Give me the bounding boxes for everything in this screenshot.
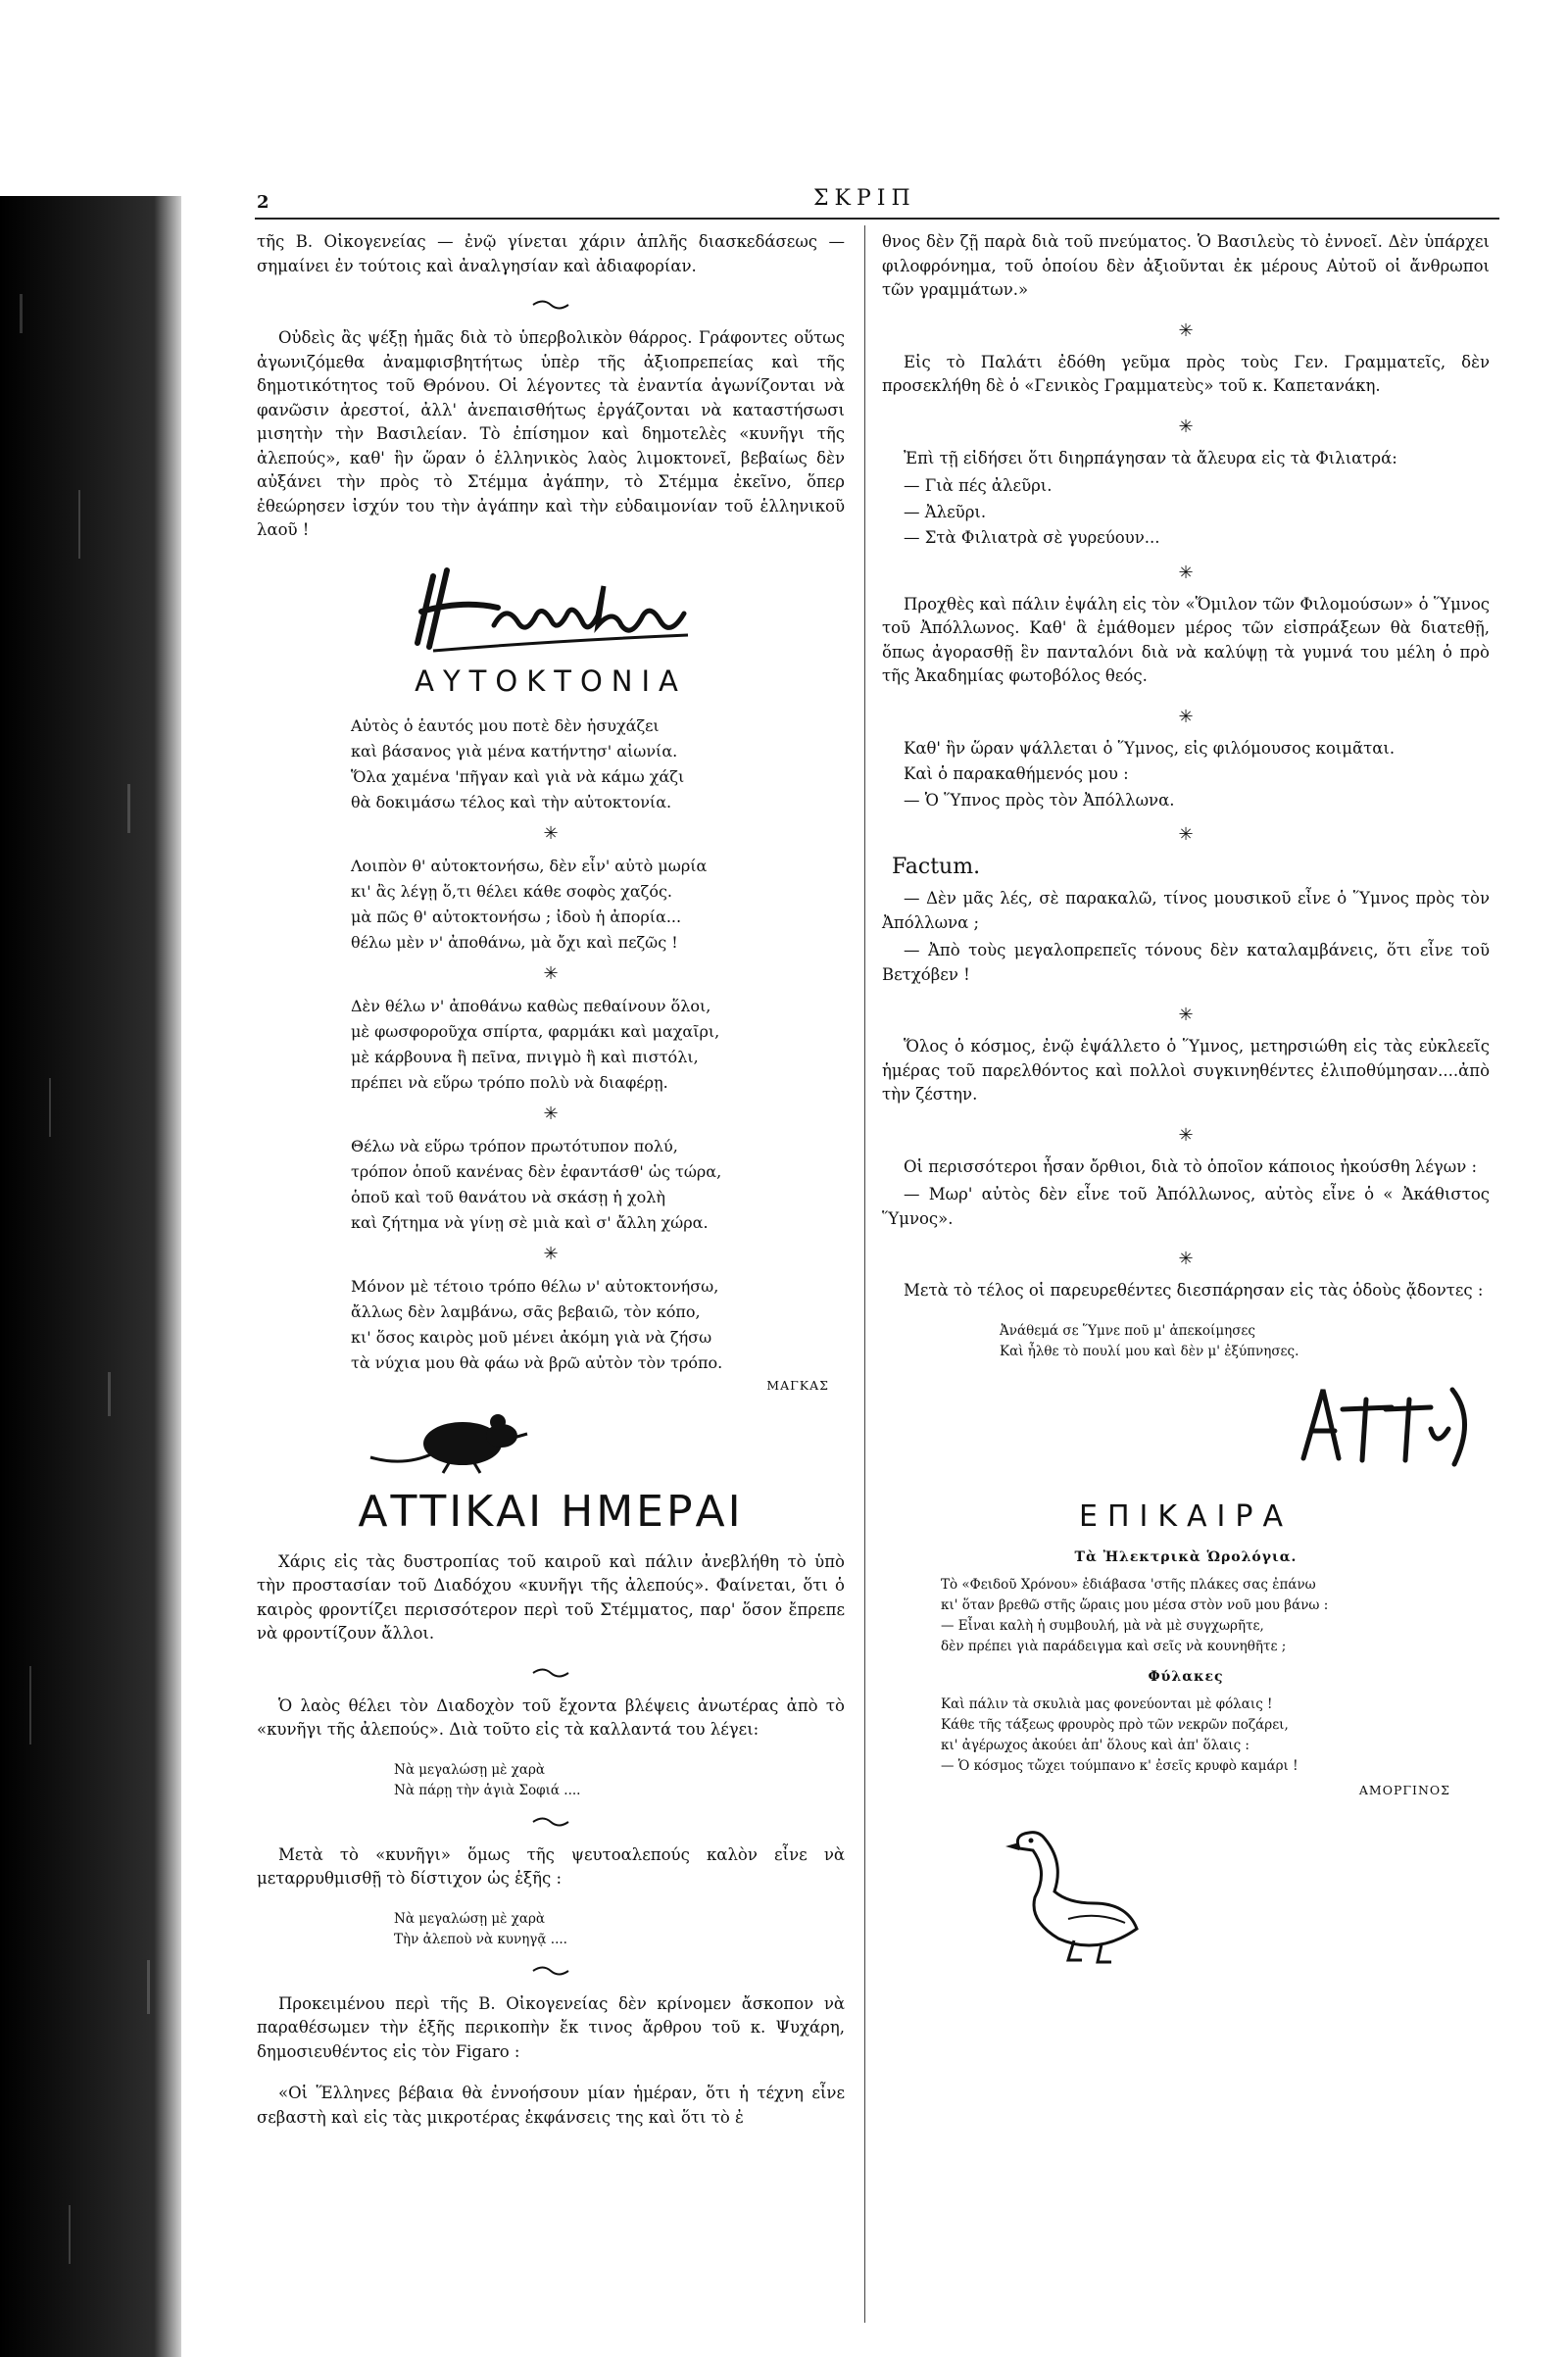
attikai-paragraph-4: Προκειμένου περὶ τῆς Β. Οἰκογενείας δὲν κρίνομεν ἄσκοπον νὰ παραθέσωμεν τὴν ἑξῆς περικοπὴν ἔκ τινος ἄρθρου τοῦ κ. Ψυχάρη, δημοσιευθέντος εἰς τὸν Figaro : [257, 1993, 845, 2061]
poem-line: πρέπει νὰ εὕρω τρόπο πολὺ νὰ διαφέρῃ. [351, 1072, 668, 1092]
poem-line: θέλω μὲν ν' ἀποθάνω, μὰ ὄχι καὶ πεζῶς ! [351, 932, 678, 952]
parakathimenos-line: Καὶ ὁ παρακαθήμενός μου : [904, 764, 1129, 783]
separator-ornament [257, 296, 845, 317]
hymn-paragraph: Προχθὲς καὶ πάλιν ἐψάλη εἰς τὸν «Ὅμιλον τῶν Φιλομούσων» ὁ Ὕμνος τοῦ Ἀπόλλωνος. Καθ' ἃ ἐμάθομεν μέρος τῶν εἰσπράξεων θὰ διατεθῇ, ὅπως ἀγορασθῇ ἓν πανταλόνι διὰ νὰ καλύψῃ τὰ γυμνά του μέλη ὁ πρὸ τῆς Ἀκαδημίας φωτοβόλος θεός. [882, 594, 1490, 685]
poem-separator: ✳ [543, 1243, 559, 1264]
verse-line: δὲν πρέπει γιὰ παράδειγμα καὶ σεῖς νὰ κουνηθῆτε ; [941, 1638, 1287, 1654]
autoktonia-title: ΑΥΤΟΚΤΟΝΙΑ [415, 663, 687, 698]
right-column [882, 230, 1490, 1980]
poem-stanza [351, 854, 845, 956]
header-rule [255, 218, 1499, 220]
attikai-paragraph-5: «Οἱ Ἕλληνες βέβαια θὰ ἐννοήσουν μίαν ἡμέραν, ὅτι ἡ τέχνη εἶνε σεβαστὴ καὶ εἰς τὰς μικροτέρας ἐκφάνσεις της καὶ ὅτι τὸ ἐ [257, 2084, 845, 2127]
poem-line: Θέλω νὰ εὕρω τρόπον πρωτότυπον πολύ, [351, 1136, 678, 1155]
poem-separator: ✳ [543, 1103, 559, 1124]
poem-separator: ✳ [543, 822, 559, 844]
akathistos-quote: — Μωρ' αὐτὸς δὲν εἶνε τοῦ Ἀπόλλωνος, αὐτὸς εἶνε ὁ « Ἀκάθιστος Ὕμνος». [882, 1185, 1490, 1228]
factum-heading: Factum. [892, 855, 981, 879]
epikaira-author: ΑΜΟΡΓΙΝΟΣ [1358, 1782, 1450, 1797]
intro-paragraph-right: θνος δὲν ζῇ παρὰ διὰ τοῦ πνεύματος. Ὁ Βασιλεὺς τὸ ἐννοεῖ. Δὲν ὑπάρχει φιλοφρόνημα, τοῦ ὁποίου δὲν ἀξιοῦνται ἐκ μέρους Αὐτοῦ οἱ ἄνθρωποι τῶν γραμμάτων.» [882, 232, 1490, 299]
attikos-signature-drawing [1284, 1370, 1480, 1478]
couplet-1 [394, 1760, 845, 1801]
poem-line: Ὅλα χαμένα 'πῆγαν καὶ γιὰ νὰ κάμω χάζι [351, 766, 685, 786]
attikai-paragraph-3: Μετὰ τὸ «κυνῆγι» ὅμως τῆς ψευτοαλεπούς καλὸν εἶνε νὰ μεταρρυθμισθῇ τὸ δίστιχον ὡς ἑξῆς : [257, 1844, 845, 1888]
verse-line: Τὸ «Φειδοῦ Χρόνου» ἐδιάβασα 'στῆς πλάκες σας ἐπάνω [941, 1576, 1316, 1593]
script-signature [257, 557, 845, 659]
couplet-line: Τὴν ἀλεποὺ νὰ κυνηγᾷ .... [394, 1931, 567, 1947]
separator-star: ✳ [1178, 824, 1194, 845]
mouse-icon [365, 1399, 531, 1477]
dialogue-line: — Ἀπὸ τοὺς μεγαλοπρεπεῖς τόνους δὲν καταλαμβάνεις, ὅτι εἶνε τοῦ Βετχόβεν ! [882, 941, 1490, 984]
poem-stanza [351, 1274, 845, 1376]
poem-line: τὰ νύχια μου θὰ φάω νὰ βρῶ αὐτὸν τὸν τρόπο. [351, 1352, 723, 1372]
poem-author: ΜΑΓΚΑΣ [766, 1377, 829, 1393]
poem-line: τρόπον ὁποῦ κανένας δὲν ἐφαντάσθ' ὡς τώρα, [351, 1161, 722, 1181]
intro-paragraph: τῆς Β. Οἰκογενείας — ἐνῷ γίνεται χάριν ἁπλῆς διασκεδάσεως — σημαίνει ἐν τούτοις καὶ ἀναλγησίαν καὶ ἀδιαφορίαν. [257, 232, 845, 275]
verse-line: — Εἶναι καλὴ ἡ συμβουλή, μὰ νὰ μὲ συγχωρῆτε, [941, 1617, 1264, 1634]
poem-line: ἄλλως δὲν λαμβάνω, σᾶς βεβαιῶ, τὸν κόπο, [351, 1301, 701, 1321]
goose-illustration [882, 1813, 1490, 1980]
attikai-paragraph-2: Ὁ λαὸς θέλει τὸν Διαδοχὸν τοῦ ἔχοντα βλέψεις ἀνωτέρας ἀπὸ τὸ «κυνῆγι τῆς ἀλεπούς». Διὰ τοῦτο εἰς τὰ καλλαντά του λέγει: [257, 1695, 845, 1739]
poem-line: κι' ἂς λέγῃ ὅ,τι θέλει κάθε σοφὸς χαζός. [351, 881, 673, 901]
binding-edge [0, 196, 181, 2357]
poem-line: Μόνον μὲ τέτοιο τρόπο θέλω ν' αὐτοκτονήσω, [351, 1276, 719, 1296]
separator-star: ✳ [1178, 706, 1194, 727]
script-signature-drawing [404, 557, 698, 659]
couplet-2 [394, 1909, 845, 1950]
separator-star: ✳ [1178, 1249, 1194, 1269]
separator-ornament [257, 1813, 845, 1834]
dialogue-line: — Γιὰ πές ἀλεῦρι. [904, 476, 1053, 495]
verse-2 [941, 1694, 1490, 1777]
poem-stanza [351, 1134, 845, 1236]
couplet-line: Ἀνάθεμά σε Ὕμνε ποῦ μ' ἀπεκοίμησες [1000, 1322, 1255, 1339]
left-column [257, 230, 845, 2147]
flour-paragraph: Ἐπὶ τῇ εἰδήσει ὅτι διηρπάγησαν τὰ ἄλευρα εἰς τὰ Φιλιατρά: [904, 448, 1397, 467]
separator-ornament [257, 1962, 845, 1983]
poem-stanza [351, 713, 845, 815]
column-divider [864, 225, 865, 2323]
poem-separator: ✳ [543, 962, 559, 984]
attikai-title: ΑΤΤΙΚΑΙ ΗΜΕΡΑΙ [358, 1486, 744, 1537]
verse-1 [941, 1575, 1490, 1657]
autoktonia-poem [257, 713, 845, 1376]
palace-paragraph: Εἰς τὸ Παλάτι ἐδόθη γεῦμα πρὸς τοὺς Γεν. Γραμματεῖς, δὲν προσεκλήθη δὲ ὁ «Γενικὸς Γραμματεὺς» τοῦ κ. Καπετανάκη. [882, 352, 1490, 395]
hymn-couplet [1000, 1321, 1490, 1362]
poem-line: Δὲν θέλω ν' ἀποθάνω καθὼς πεθαίνουν ὅλοι, [351, 996, 711, 1015]
dialogue-line: — Δὲν μᾶς λές, σὲ παρακαλῶ, τίνος μουσικοῦ εἶνε ὁ Ὕμνος πρὸς τὸν Ἀπόλλωνα ; [882, 889, 1490, 932]
couplet-line: Νὰ μεγαλώσῃ μὲ χαρὰ [394, 1910, 545, 1927]
newspaper-page [196, 0, 1568, 2357]
poem-line: καὶ ζήτημα νὰ γίνῃ σὲ μιὰ καὶ σ' ἄλλη χώρα. [351, 1212, 709, 1232]
separator-ornament [257, 1664, 845, 1685]
verse-line: Καὶ πάλιν τὰ σκυλιὰ μας φονεύονται μὲ φόλαις ! [941, 1695, 1273, 1712]
masthead-title: ΣΚΡΙΠ [813, 186, 916, 211]
throne-paragraph: Οὐδεὶς ἂς ψέξῃ ἡμᾶς διὰ τὸ ὑπερβολικὸν θάρρος. Γράφοντες οὕτως ἀγωνιζόμεθα ἀναμφισβητήτως ὑπὲρ τῆς ἀξιοπρεπείας καὶ τῆς δημοτικότητος τοῦ Θρόνου. Οἱ λέγοντες τὰ ἐναντία ἀγωνίζονται νὰ φανῶσιν ἀρεστοί, ἀλλ' ἀνεπαισθήτως ἐργάζονται νὰ καταστήσωσι μισητὴν τὴν Βασιλείαν. Τὸ ἐπίσημον καὶ δημοτελὲς «κυνῆγι τῆς ἀλεπούς», καθ' ἣν ὥραν ὁ ἑλληνικὸς λαὸς λιμοκτονεῖ, βεβαίως δὲν αὐξάνει τὴν πρὸς τὸ Στέμμα ἀγάπην, τὸ Στέμμα ἐκεῖνο, ὅπερ ἐθεώρησεν ἰσχύν του τὴν ἀγάπην καὶ τὴν εὐδαιμονίαν τοῦ ἑλληνικοῦ λαοῦ ! [257, 328, 845, 539]
poem-line: Λοιπὸν θ' αὐτοκτονήσω, δὲν εἶν' αὐτὸ μωρία [351, 856, 708, 875]
epikaira-subtitle-2: Φύλακες [1148, 1668, 1224, 1685]
poem-line: μὲ φωσφοροῦχα σπίρτα, φαρμάκι καὶ μαχαῖρι, [351, 1021, 720, 1041]
separator-star: ✳ [1178, 319, 1194, 341]
poem-line: Αὐτὸς ὁ ἑαυτός μου ποτὲ δὲν ἡσυχάζει [351, 715, 660, 735]
standing-paragraph: Οἱ περισσότεροι ἦσαν ὄρθιοι, διὰ τὸ ὁποῖον κάποιος ἠκούσθη λέγων : [904, 1156, 1478, 1176]
dialogue-line: — Στὰ Φιλιατρὰ σὲ γυρεύουν... [904, 528, 1160, 547]
psalletai-paragraph: Καθ' ἣν ὥραν ψάλλεται ὁ Ὕμνος, εἰς φιλόμουσος κοιμᾶται. [904, 738, 1396, 758]
attikos-signature [882, 1370, 1490, 1488]
attikai-paragraph-1: Χάρις εἰς τὰς δυστροπίας τοῦ καιροῦ καὶ πάλιν ἀνεβλήθη τὸ ὑπὸ τὴν προστασίαν τοῦ Διαδόχου «κυνῆγι τῆς ἀλεπούς». Φαίνεται, ὅτι ὁ καιρὸς φροντίζει περισσότερον περὶ τοῦ Στέμματος, παρ' ὅσον ἔπρεπε νὰ φροντίζουν ἄλλοι. [257, 1551, 845, 1643]
separator-star: ✳ [1178, 1124, 1194, 1146]
verse-line: κι' ἀγέρωχος ἀκούει ἀπ' ὅλους καὶ ἀπ' ὅλαις : [941, 1737, 1250, 1753]
verse-line: — Ὁ κόσμος τὤχει τούμπανο κ' ἐσεῖς κρυφὸ καμάρι ! [941, 1757, 1298, 1774]
mouse-illustration [257, 1399, 845, 1487]
separator-star: ✳ [1178, 416, 1194, 437]
after-paragraph: Μετὰ τὸ τέλος οἱ παρευρεθέντες διεσπάρησαν εἰς τὰς ὁδοὺς ᾄδοντες : [904, 1281, 1484, 1300]
separator-star: ✳ [1178, 1005, 1194, 1025]
world-paragraph: Ὅλος ὁ κόσμος, ἐνῷ ἐψάλλετο ὁ Ὕμνος, μετηρσιώθη εἰς τὰς εὐκλεεῖς ἡμέρας τοῦ παρελθόντος καὶ πολλοὶ συγκινηθέντες ἐλιποθύμησαν....ἀπὸ τὴν ζέστην. [882, 1037, 1490, 1104]
epikaira-subtitle-1: Τὰ Ἠλεκτρικὰ Ὡρολόγια. [1074, 1548, 1298, 1565]
couplet-line: Νὰ πάρῃ τὴν ἁγιὰ Σοφιά .... [394, 1782, 581, 1798]
hypnos-quote: — Ὁ Ὕπνος πρὸς τὸν Ἀπόλλωνα. [904, 790, 1175, 810]
poem-line: μὲ κάρβουνα ἢ πεῖνα, πνιγμὸ ἢ καὶ πιστόλι, [351, 1047, 699, 1066]
epikaira-title: ΕΠΙΚΑΙΡΑ [1078, 1498, 1294, 1534]
poem-stanza [351, 994, 845, 1096]
couplet-line: Νὰ μεγαλώσῃ μὲ χαρὰ [394, 1761, 545, 1778]
couplet-line: Καὶ ἦλθε τὸ πουλί μου καὶ δὲν μ' ἐξύπνησες. [1000, 1343, 1299, 1359]
poem-line: καὶ βάσανος γιὰ μένα κατήντησ' αἰωνία. [351, 741, 678, 761]
verse-line: κι' ὅταν βρεθῶ στῆς ὥραις μου μέσα στὸν νοῦ μου βάνω : [941, 1596, 1329, 1613]
poem-line: ὁποῦ καὶ τοῦ θανάτου νὰ σκάσῃ ἡ χολὴ [351, 1187, 665, 1206]
verse-line: Κάθε τῆς τάξεως φρουρὸς πρὸ τῶν νεκρῶν ποζάρει, [941, 1716, 1289, 1733]
poem-line: κι' ὅσος καιρὸς μοῦ μένει ἀκόμη γιὰ νὰ ζήσω [351, 1327, 712, 1347]
separator-star: ✳ [1178, 562, 1194, 583]
poem-line: μὰ πῶς θ' αὐτοκτονήσω ; ἰδοὺ ἡ ἀπορία... [351, 907, 682, 926]
goose-icon [1000, 1813, 1156, 1970]
dialogue-line: — Ἀλεῦρι. [904, 502, 987, 521]
page-number: 2 [257, 192, 270, 213]
poem-line: θὰ δοκιμάσω τέλος καὶ τὴν αὐτοκτονία. [351, 792, 672, 811]
